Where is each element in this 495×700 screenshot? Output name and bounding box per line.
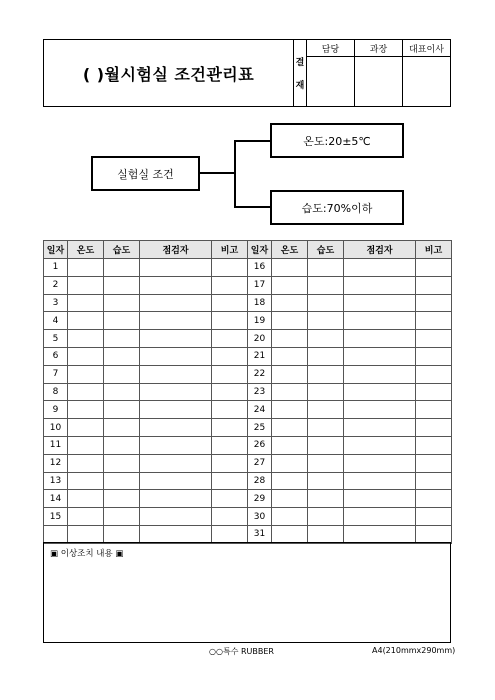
day-cell: 25 <box>248 419 272 437</box>
temperature-cell[interactable] <box>68 312 104 330</box>
column-header: 비고 <box>212 241 248 259</box>
temperature-cell[interactable] <box>272 259 308 277</box>
humidity-cell[interactable] <box>104 276 140 294</box>
table-row <box>44 330 452 348</box>
remarks-cell[interactable] <box>212 472 248 490</box>
temperature-cell[interactable] <box>272 401 308 419</box>
inspector-cell[interactable] <box>344 276 416 294</box>
day-cell: 16 <box>248 259 272 277</box>
remarks-cell[interactable] <box>212 330 248 348</box>
column-header: 비고 <box>416 241 452 259</box>
connector-main <box>200 172 235 174</box>
remarks-cell[interactable] <box>416 294 452 312</box>
day-cell: 11 <box>44 436 68 454</box>
connector-vertical <box>234 140 236 208</box>
temperature-cell[interactable] <box>68 276 104 294</box>
table-row <box>44 276 452 294</box>
column-header: 일자 <box>44 241 68 259</box>
temperature-cell[interactable] <box>68 419 104 437</box>
table-row <box>44 508 452 526</box>
lab-condition-box: 실험실 조건 <box>91 156 200 191</box>
approval-side-label <box>294 40 307 106</box>
humidity-cell[interactable] <box>104 383 140 401</box>
temperature-cell[interactable] <box>68 365 104 383</box>
temperature-cell[interactable] <box>68 525 104 543</box>
column-header: 점검자 <box>344 241 416 259</box>
table-row <box>44 525 452 543</box>
humidity-cell[interactable] <box>308 525 344 543</box>
inspector-cell[interactable] <box>344 294 416 312</box>
day-cell <box>44 525 68 543</box>
day-cell: 30 <box>248 508 272 526</box>
temperature-cell[interactable] <box>272 383 308 401</box>
remarks-cell[interactable] <box>212 312 248 330</box>
inspector-cell[interactable] <box>140 472 212 490</box>
day-cell: 24 <box>248 401 272 419</box>
day-cell: 3 <box>44 294 68 312</box>
inspector-cell[interactable] <box>140 436 212 454</box>
temperature-cell[interactable] <box>68 454 104 472</box>
inspector-cell[interactable] <box>140 365 212 383</box>
humidity-cell[interactable] <box>104 436 140 454</box>
inspector-cell[interactable] <box>140 454 212 472</box>
inspector-cell[interactable] <box>344 508 416 526</box>
temperature-cell[interactable] <box>272 454 308 472</box>
inspector-cell[interactable] <box>140 259 212 277</box>
inspector-cell[interactable] <box>344 525 416 543</box>
notes-box[interactable] <box>43 542 451 643</box>
inspector-cell[interactable] <box>140 347 212 365</box>
temperature-cell[interactable] <box>68 472 104 490</box>
connector-humidity <box>234 206 270 208</box>
remarks-cell[interactable] <box>212 383 248 401</box>
remarks-cell[interactable] <box>416 347 452 365</box>
day-cell: 21 <box>248 347 272 365</box>
day-cell: 6 <box>44 347 68 365</box>
remarks-cell[interactable] <box>416 312 452 330</box>
table-row <box>44 490 452 508</box>
table-row <box>44 401 452 419</box>
inspector-cell[interactable] <box>344 436 416 454</box>
inspector-cell[interactable] <box>344 365 416 383</box>
temperature-cell[interactable] <box>68 401 104 419</box>
inspector-cell[interactable] <box>344 490 416 508</box>
table-row <box>44 312 452 330</box>
humidity-cell[interactable] <box>308 276 344 294</box>
humidity-cell[interactable] <box>308 330 344 348</box>
remarks-cell[interactable] <box>212 525 248 543</box>
inspector-cell[interactable] <box>344 259 416 277</box>
remarks-cell[interactable] <box>212 419 248 437</box>
remarks-cell[interactable] <box>212 401 248 419</box>
humidity-cell[interactable] <box>308 383 344 401</box>
day-cell: 10 <box>44 419 68 437</box>
humidity-cell[interactable] <box>308 312 344 330</box>
humidity-cell[interactable] <box>104 472 140 490</box>
temperature-cell[interactable] <box>272 490 308 508</box>
humidity-cell[interactable] <box>308 365 344 383</box>
approval-side-char-2: 재 <box>295 81 305 91</box>
humidity-cell[interactable] <box>104 330 140 348</box>
humidity-condition-box: 습도:70%이하 <box>270 190 404 225</box>
remarks-cell[interactable] <box>416 365 452 383</box>
temperature-cell[interactable] <box>272 347 308 365</box>
column-header: 온도 <box>272 241 308 259</box>
remarks-cell[interactable] <box>212 276 248 294</box>
temperature-cell[interactable] <box>272 312 308 330</box>
day-cell: 7 <box>44 365 68 383</box>
remarks-cell[interactable] <box>212 294 248 312</box>
temperature-cell[interactable] <box>272 419 308 437</box>
table-row <box>44 419 452 437</box>
approval-role-staff: 담당 <box>307 40 355 57</box>
inspector-cell[interactable] <box>344 454 416 472</box>
humidity-cell[interactable] <box>308 419 344 437</box>
table-header-row <box>44 241 452 259</box>
day-cell: 8 <box>44 383 68 401</box>
remarks-cell[interactable] <box>416 330 452 348</box>
inspector-cell[interactable] <box>140 312 212 330</box>
temperature-cell[interactable] <box>68 508 104 526</box>
humidity-cell[interactable] <box>104 259 140 277</box>
day-cell: 31 <box>248 525 272 543</box>
humidity-cell[interactable] <box>308 259 344 277</box>
remarks-cell[interactable] <box>416 472 452 490</box>
inspector-cell[interactable] <box>140 276 212 294</box>
humidity-cell[interactable] <box>104 401 140 419</box>
inspector-cell[interactable] <box>140 525 212 543</box>
inspector-cell[interactable] <box>140 330 212 348</box>
day-cell: 18 <box>248 294 272 312</box>
humidity-cell[interactable] <box>308 347 344 365</box>
humidity-cell[interactable] <box>104 419 140 437</box>
remarks-cell[interactable] <box>416 525 452 543</box>
day-cell: 1 <box>44 259 68 277</box>
column-header: 습도 <box>308 241 344 259</box>
approval-role-manager: 과장 <box>355 40 403 57</box>
day-cell: 9 <box>44 401 68 419</box>
temperature-cell[interactable] <box>68 347 104 365</box>
day-cell: 14 <box>44 490 68 508</box>
humidity-cell[interactable] <box>308 454 344 472</box>
humidity-cell[interactable] <box>104 312 140 330</box>
day-cell: 4 <box>44 312 68 330</box>
remarks-cell[interactable] <box>416 454 452 472</box>
remarks-cell[interactable] <box>212 508 248 526</box>
table-row <box>44 294 452 312</box>
column-header: 습도 <box>104 241 140 259</box>
humidity-cell[interactable] <box>104 365 140 383</box>
remarks-cell[interactable] <box>212 365 248 383</box>
remarks-cell[interactable] <box>416 276 452 294</box>
day-cell: 20 <box>248 330 272 348</box>
humidity-cell[interactable] <box>308 401 344 419</box>
humidity-cell[interactable] <box>104 508 140 526</box>
remarks-cell[interactable] <box>212 436 248 454</box>
day-cell: 23 <box>248 383 272 401</box>
temperature-cell[interactable] <box>68 259 104 277</box>
inspector-cell[interactable] <box>344 401 416 419</box>
inspector-cell[interactable] <box>344 312 416 330</box>
footer-paper-size: A4(210mmx290mm) <box>372 646 456 655</box>
humidity-cell[interactable] <box>308 508 344 526</box>
table-row <box>44 383 452 401</box>
humidity-cell[interactable] <box>308 294 344 312</box>
table-row <box>44 454 452 472</box>
day-cell: 5 <box>44 330 68 348</box>
table-row <box>44 436 452 454</box>
inspector-cell[interactable] <box>140 383 212 401</box>
temperature-cell[interactable] <box>272 330 308 348</box>
remarks-cell[interactable] <box>212 259 248 277</box>
day-cell: 22 <box>248 365 272 383</box>
inspector-cell[interactable] <box>344 419 416 437</box>
approval-sign-staff[interactable] <box>307 57 355 106</box>
temperature-cell[interactable] <box>272 436 308 454</box>
humidity-cell[interactable] <box>104 294 140 312</box>
day-cell: 12 <box>44 454 68 472</box>
approval-role-ceo: 대표이사 <box>403 40 450 57</box>
inspector-cell[interactable] <box>140 401 212 419</box>
humidity-cell[interactable] <box>104 490 140 508</box>
approval-sign-ceo[interactable] <box>403 57 450 106</box>
table-body <box>44 259 452 544</box>
humidity-cell[interactable] <box>104 454 140 472</box>
temperature-cell[interactable] <box>272 525 308 543</box>
inspector-cell[interactable] <box>140 508 212 526</box>
column-header: 점검자 <box>140 241 212 259</box>
day-cell: 19 <box>248 312 272 330</box>
day-cell: 2 <box>44 276 68 294</box>
footer-company: ○○특수 RUBBER <box>209 647 274 656</box>
humidity-cell[interactable] <box>104 525 140 543</box>
humidity-cell[interactable] <box>308 490 344 508</box>
temperature-cell[interactable] <box>272 472 308 490</box>
inspector-cell[interactable] <box>140 490 212 508</box>
inspector-cell[interactable] <box>344 383 416 401</box>
notes-label: ▣ 이상조치 내용 ▣ <box>50 549 124 559</box>
column-header: 온도 <box>68 241 104 259</box>
remarks-cell[interactable] <box>416 508 452 526</box>
remarks-cell[interactable] <box>212 490 248 508</box>
page-title: ( )월시험실 조건관리표 <box>44 40 294 106</box>
inspector-cell[interactable] <box>344 330 416 348</box>
inspector-cell[interactable] <box>140 294 212 312</box>
inspector-cell[interactable] <box>344 472 416 490</box>
temperature-cell[interactable] <box>68 490 104 508</box>
temperature-cell[interactable] <box>272 508 308 526</box>
remarks-cell[interactable] <box>416 259 452 277</box>
day-cell: 29 <box>248 490 272 508</box>
inspector-cell[interactable] <box>140 419 212 437</box>
day-cell: 28 <box>248 472 272 490</box>
table-row <box>44 472 452 490</box>
remarks-cell[interactable] <box>212 347 248 365</box>
remarks-cell[interactable] <box>212 454 248 472</box>
day-cell: 27 <box>248 454 272 472</box>
remarks-cell[interactable] <box>416 490 452 508</box>
table-row <box>44 259 452 277</box>
day-cell: 15 <box>44 508 68 526</box>
day-cell: 13 <box>44 472 68 490</box>
temperature-cell[interactable] <box>272 365 308 383</box>
table-row <box>44 365 452 383</box>
header-block <box>43 39 451 107</box>
temperature-cell[interactable] <box>272 294 308 312</box>
remarks-cell[interactable] <box>416 401 452 419</box>
temperature-cell[interactable] <box>68 294 104 312</box>
temperature-condition-box: 온도:20±5℃ <box>270 123 404 158</box>
table-row <box>44 347 452 365</box>
temperature-cell[interactable] <box>68 436 104 454</box>
inspector-cell[interactable] <box>344 347 416 365</box>
remarks-cell[interactable] <box>416 383 452 401</box>
remarks-cell[interactable] <box>416 436 452 454</box>
humidity-cell[interactable] <box>308 472 344 490</box>
column-header: 일자 <box>248 241 272 259</box>
humidity-cell[interactable] <box>308 436 344 454</box>
temperature-cell[interactable] <box>68 383 104 401</box>
temperature-cell[interactable] <box>68 330 104 348</box>
humidity-cell[interactable] <box>104 347 140 365</box>
temperature-cell[interactable] <box>272 276 308 294</box>
day-cell: 26 <box>248 436 272 454</box>
approval-sign-manager[interactable] <box>355 57 403 106</box>
condition-log-table <box>43 240 452 544</box>
approval-side-char-1: 결 <box>295 58 305 68</box>
remarks-cell[interactable] <box>416 419 452 437</box>
day-cell: 17 <box>248 276 272 294</box>
connector-temperature <box>234 140 270 142</box>
